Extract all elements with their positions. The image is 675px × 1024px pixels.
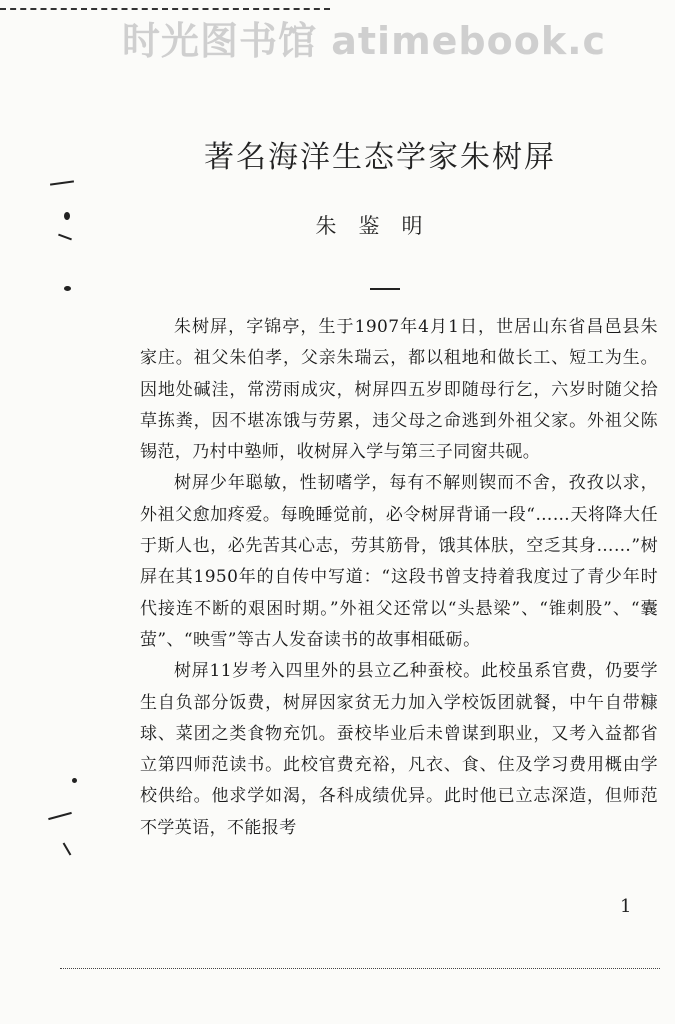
watermark-text: 时光图书馆 atimebook.c [122, 19, 607, 63]
section-mark-text [0, 0, 1, 1]
margin-speck [72, 778, 77, 783]
paragraph-3: 树屏11岁考入四里外的县立乙种蚕校。此校虽系官费，仍要学生自负部分饭费，树屏因家贫无力加入学校饭团就餐，中午自带糠球、菜团之类食物充饥。蚕校毕业后未曾谋到职业，又考入益都省立第四师范读书。此校官费充裕，凡衣、食、住及学习费用概由学校供给。他求学如渴，各科成绩优异。此时他已立志深造，但师范不学英语，不能报考 [140, 661, 658, 838]
paragraph-1: 朱树屏，字锦亭，生于1907年4月1日，世居山东省昌邑县朱家庄。祖父朱伯孝，父亲朱瑞云，都以租地和做长工、短工为生。因地处碱洼，常涝雨成灾，树屏四五岁即随母行乞，六岁时随父拾草拣粪，因不堪冻饿与劳累，违父母之命逃到外祖父家。外祖父陈锡范，乃村中塾师，收树屏入学与第三子同窗共砚。 [140, 317, 658, 463]
article-title: 著名海洋生态学家朱树屏 [204, 140, 556, 175]
margin-speck [64, 212, 70, 220]
footer-rule [60, 968, 660, 969]
margin-mark [58, 234, 72, 241]
section-mark [370, 288, 400, 290]
margin-mark [63, 842, 72, 855]
margin-speck [64, 286, 71, 291]
article-author: 朱鉴明 [315, 214, 445, 238]
margin-mark [48, 812, 72, 820]
paragraph-2: 树屏少年聪敏，性韧嗜学，每有不解则锲而不舍，孜孜以求，外祖父愈加疼爱。每晚睡觉前，必令树屏背诵一段“……天将降大任于斯人也，必先苦其心志，劳其筋骨，饿其体肤，空乏其身……”树屏在其1950年的自传中写道：“这段书曾支持着我度过了青少年时代接连不断的艰困时期。”外祖父还常以“头悬梁”、“锥刺股”、“囊萤”、“映雪”等古人发奋读书的故事相砥砺。 [140, 473, 658, 650]
margin-mark [50, 180, 74, 185]
page-number: 1 [620, 896, 632, 917]
article-body [140, 312, 658, 844]
